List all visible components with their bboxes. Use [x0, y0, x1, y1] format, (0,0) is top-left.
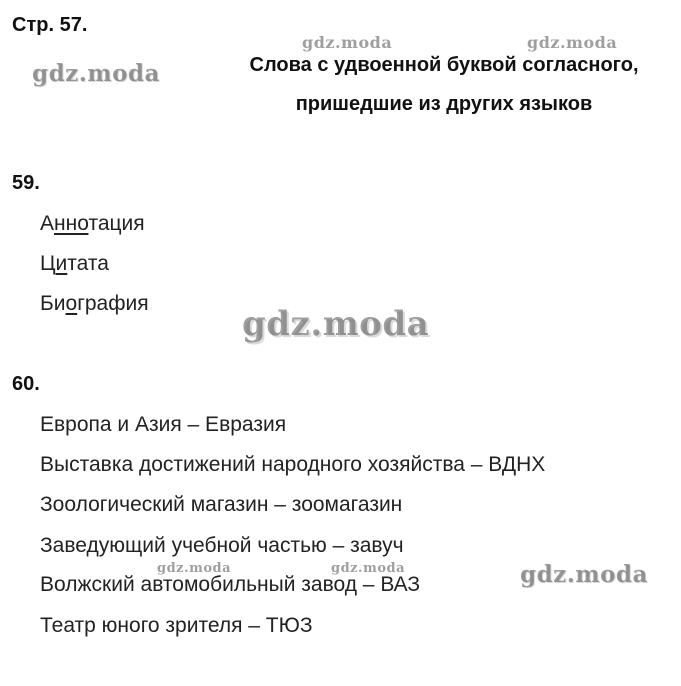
ex59-word-3-suffix: графия: [77, 292, 149, 315]
watermark: gdz.moda: [157, 561, 232, 576]
watermark: gdz.moda: [32, 60, 160, 87]
watermark: gdz.moda: [331, 561, 406, 576]
section-title-line-2: пришедшие из других языков: [295, 93, 593, 115]
watermark: gdz.moda: [242, 304, 430, 344]
ex59-word-1-underlined: нно: [54, 212, 89, 235]
exercise-60-number: 60.: [12, 373, 40, 395]
ex60-line-3: Зоологический магазин – зоомагазин: [40, 493, 403, 516]
ex59-word-2-prefix: Ц: [40, 252, 56, 275]
ex60-line-5: Волжский автомобильный завод – ВАЗ: [40, 573, 421, 596]
ex60-line-4: Заведующий учебной частью – завуч: [40, 534, 404, 557]
ex59-word-2: [40, 252, 109, 276]
ex59-word-3: [40, 292, 149, 316]
exercise-59-number: 59.: [12, 172, 40, 194]
ex60-line-2: Выставка достижений народного хозяйства – ВДНХ: [40, 453, 546, 476]
ex60-line-6: Театр юного зрителя – ТЮЗ: [40, 614, 313, 637]
ex59-word-1-prefix: А: [40, 212, 55, 235]
page-label: Стр. 57.: [12, 14, 88, 36]
ex59-word-1: [40, 212, 145, 236]
ex60-line-1: Европа и Азия – Евразия: [40, 413, 287, 436]
ex59-word-1-suffix: тация: [88, 212, 145, 235]
ex59-word-2-suffix: тата: [67, 252, 109, 275]
section-title-line-1: Слова с удвоенной буквой согласного,: [249, 54, 639, 76]
ex59-word-2-underlined: и: [55, 252, 68, 275]
ex59-word-3-prefix: Би: [40, 292, 66, 315]
watermark: gdz.moda: [527, 33, 618, 52]
ex59-word-3-underlined: о: [65, 292, 78, 315]
watermark: gdz.moda: [520, 561, 648, 588]
watermark: gdz.moda: [302, 33, 393, 52]
